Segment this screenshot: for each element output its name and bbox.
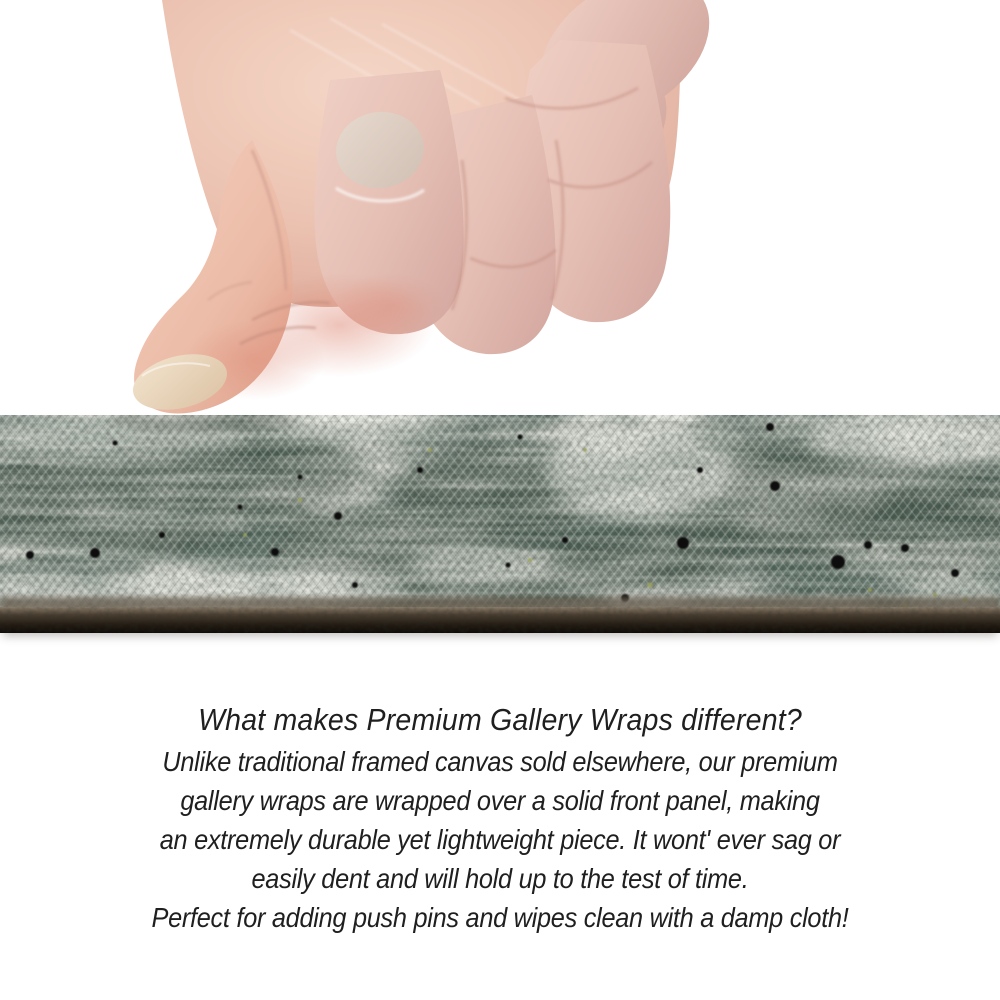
info-body-line-2: gallery wraps are wrapped over a solid front panel, making xyxy=(180,785,820,816)
info-heading: What makes Premium Gallery Wraps different? xyxy=(198,702,802,737)
info-body-line-5: Perfect for adding push pins and wipes clean with a damp cloth! xyxy=(151,902,849,933)
info-section xyxy=(40,698,960,937)
info-body-line-1: Unlike traditional framed canvas sold elsewhere, our premium xyxy=(162,746,838,777)
hand-photo xyxy=(0,0,1000,420)
info-body-line-3: an extremely durable yet lightweight piece. It wont' ever sag or xyxy=(159,824,841,855)
info-body-line-4: easily dent and will hold up to the test of time. xyxy=(251,863,749,894)
canvas-strip-photo xyxy=(0,415,1000,633)
